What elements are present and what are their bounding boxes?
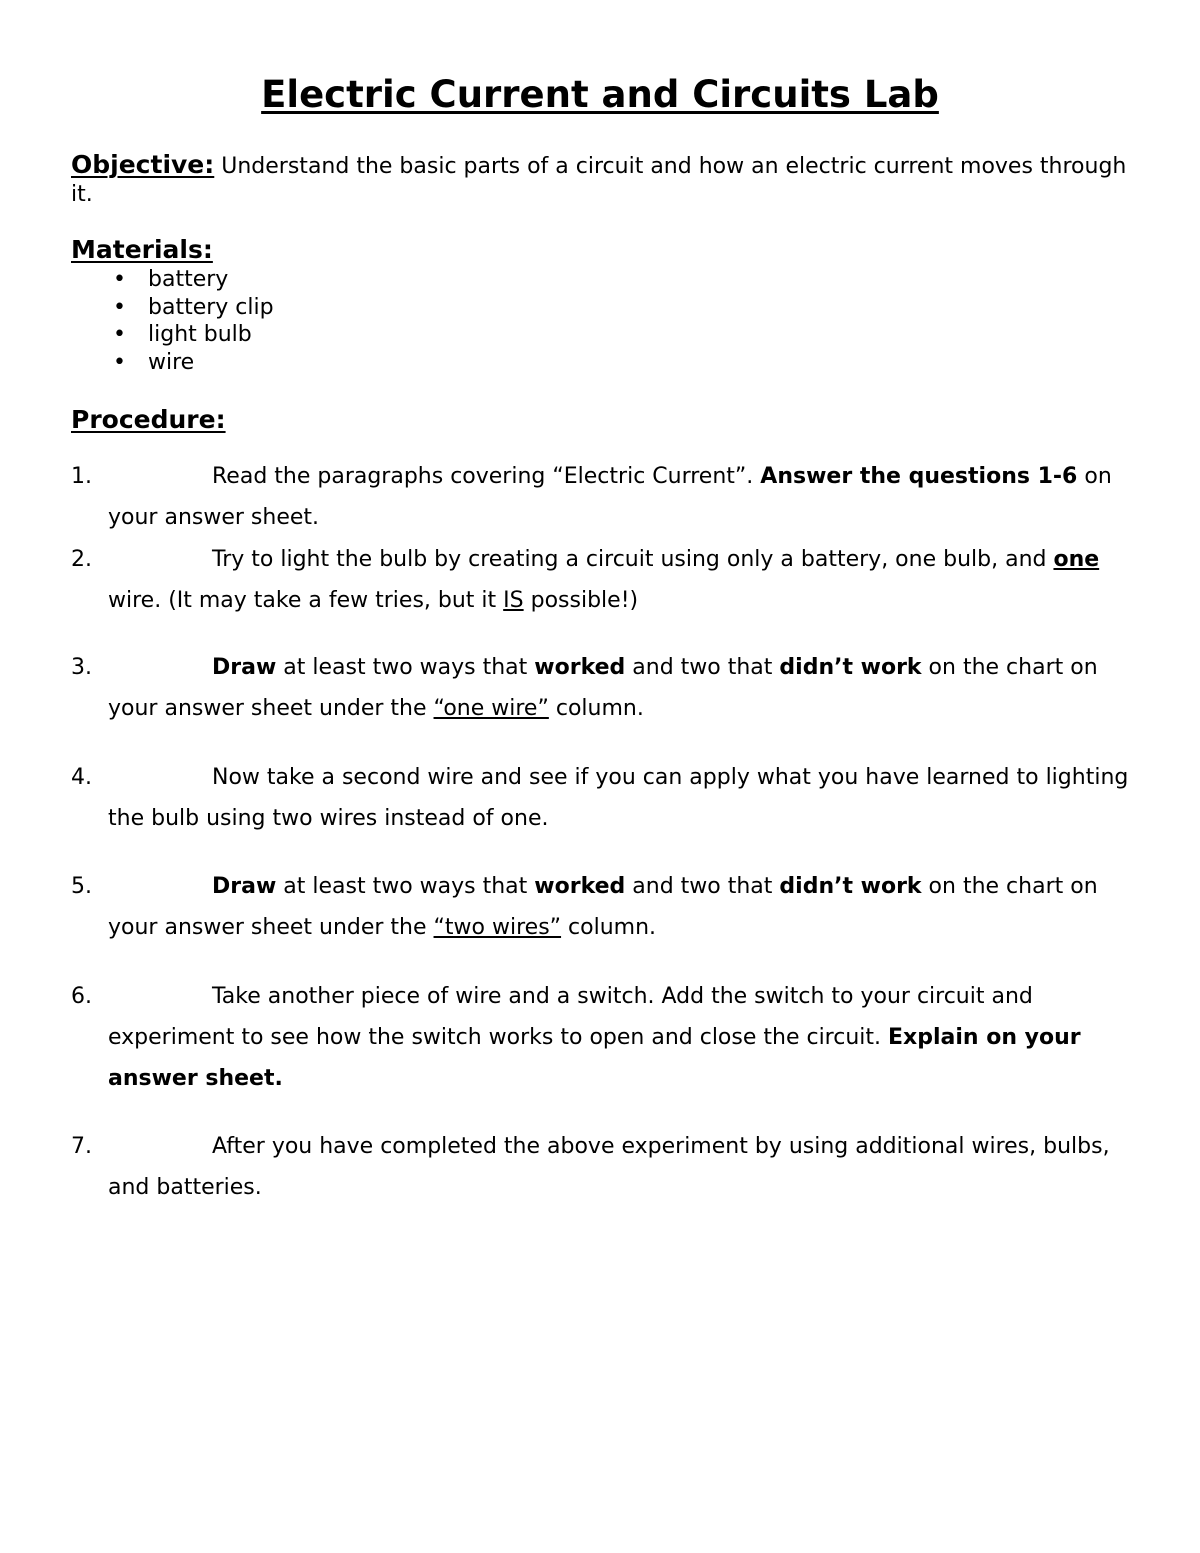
step-number: 4. bbox=[71, 765, 92, 790]
step-text-part: Try to light the bulb by creating a circuit using only a battery, one bulb, and bbox=[212, 547, 1054, 572]
procedure-step-5 bbox=[71, 866, 1131, 948]
step-text-part: wire. (It may take a few tries, but it bbox=[108, 588, 504, 613]
procedure-step-6 bbox=[71, 976, 1131, 1099]
step-text-part: After you have completed the above experiment by using additional wires, bulbs, and batteries. bbox=[108, 1134, 1110, 1200]
bullet-icon: • bbox=[113, 267, 126, 292]
step-text bbox=[71, 976, 1131, 1099]
step-text-underline: IS bbox=[503, 588, 524, 613]
step-text bbox=[71, 866, 1131, 948]
step-number: 6. bbox=[71, 984, 92, 1009]
step-text-part: at least two ways that bbox=[276, 655, 535, 680]
step-number: 7. bbox=[71, 1134, 92, 1159]
procedure-heading bbox=[71, 404, 226, 436]
step-text-emphasis: didn’t work bbox=[779, 874, 922, 899]
step-text bbox=[71, 456, 1131, 538]
step-text-part: Read the paragraphs covering “Electric Current”. bbox=[212, 464, 761, 489]
page-title: Electric Current and Circuits Lab bbox=[261, 73, 939, 116]
procedure-step-1 bbox=[71, 456, 1131, 538]
list-item bbox=[71, 349, 274, 377]
step-text-emphasis: Explain on your answer sheet. bbox=[108, 1025, 1081, 1091]
step-text-emphasis: worked bbox=[534, 874, 626, 899]
step-text-emphasis: worked bbox=[534, 655, 626, 680]
objective-paragraph bbox=[71, 151, 1131, 209]
material-item-label: wire bbox=[148, 349, 195, 375]
step-text-part: Now take a second wire and see if you can apply what you have learned to lighting the bulb using two wires instead of one. bbox=[108, 765, 1129, 831]
step-text-part: Take another piece of wire and a switch. Add the switch to your circuit and experiment to see how the switch works to open and close the circuit. bbox=[108, 984, 1033, 1050]
material-item-label: light bulb bbox=[148, 322, 252, 347]
step-text-part: on your answer sheet. bbox=[108, 464, 1112, 530]
step-text-underline: “two wires” bbox=[433, 915, 562, 940]
step-text-part: on the chart on your answer sheet under the bbox=[108, 874, 1098, 940]
procedure-step-7 bbox=[71, 1126, 1131, 1208]
step-text bbox=[71, 757, 1131, 839]
step-text-part: possible!) bbox=[523, 588, 639, 613]
materials-heading bbox=[71, 234, 213, 266]
step-text-part: and two that bbox=[625, 655, 780, 680]
step-number: 5. bbox=[71, 874, 92, 899]
materials-list bbox=[71, 266, 274, 376]
step-text-part: on the chart on your answer sheet under the bbox=[108, 655, 1098, 721]
bullet-icon: • bbox=[113, 322, 126, 347]
procedure-label: Procedure: bbox=[71, 405, 226, 434]
step-text-emphasis: Draw bbox=[212, 874, 277, 899]
material-item-label: battery bbox=[148, 267, 229, 292]
step-text-part: at least two ways that bbox=[276, 874, 535, 899]
objective-label: Objective: bbox=[71, 150, 215, 179]
bullet-icon: • bbox=[113, 349, 126, 375]
step-text-part: column. bbox=[561, 915, 657, 940]
materials-label: Materials: bbox=[71, 235, 213, 264]
step-text bbox=[71, 539, 1131, 621]
step-text bbox=[71, 1126, 1131, 1208]
step-number: 2. bbox=[71, 547, 92, 572]
step-number: 3. bbox=[71, 655, 92, 680]
step-number: 1. bbox=[71, 464, 92, 489]
step-text bbox=[71, 647, 1131, 729]
procedure-step-3 bbox=[71, 647, 1131, 729]
step-text-part: column. bbox=[548, 696, 644, 721]
list-item bbox=[71, 294, 274, 322]
procedure-step-4 bbox=[71, 757, 1131, 839]
list-item bbox=[71, 266, 274, 294]
step-text-underline: “one wire” bbox=[433, 696, 549, 721]
procedure-step-2 bbox=[71, 539, 1131, 621]
step-text-emphasis: one bbox=[1053, 547, 1100, 572]
bullet-icon: • bbox=[113, 294, 126, 320]
step-text-part: and two that bbox=[625, 874, 780, 899]
list-item bbox=[71, 321, 274, 349]
objective-text: Understand the basic parts of a circuit and how an electric current moves through it. bbox=[71, 154, 1127, 207]
step-text-emphasis: didn’t work bbox=[779, 655, 922, 680]
step-text-emphasis: Draw bbox=[212, 655, 277, 680]
step-text-emphasis: Answer the questions 1-6 bbox=[760, 464, 1078, 489]
material-item-label: battery clip bbox=[148, 294, 274, 320]
